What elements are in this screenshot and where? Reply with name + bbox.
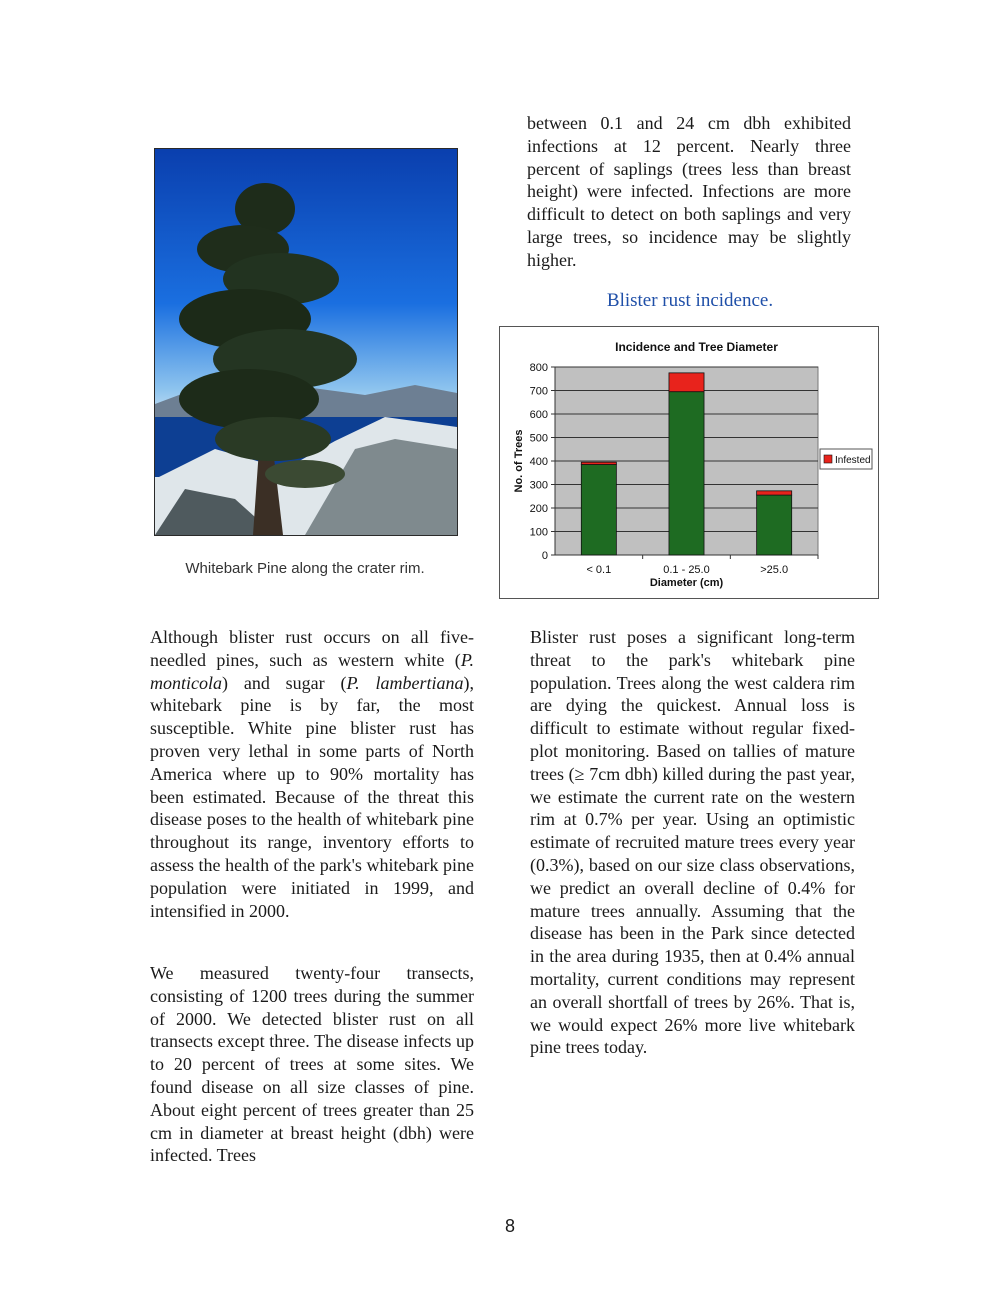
bar-infested [581,462,616,464]
chart-title: Incidence and Tree Diameter [615,340,778,354]
paragraph-threat: Blister rust poses a significant long-term threat to the park's whitebark pine population. Trees along the west caldera rim are dying the quickest. Annual loss is difficult to estimate without regular fixed-plot monitoring. Based on tallies of mature trees (≥ 7cm dbh) killed during the past year, we estimate the current rate on the western rim at 0.7% per year. Using an optimistic estimate of recruited mature trees every year (0.3%), based on our size class observations, we predict an overall decline of 0.4% for mature trees annually. Assuming that the disease has been in the Park since detected in the area during 1935, then at 0.4% annual mortality, current conditions may represent an overall shortfall of trees by 26%. That is, we would expect 26% more live whitebark pine trees today. [530,627,855,1058]
y-tick-label: 600 [529,409,548,421]
y-tick-label: 300 [529,479,548,492]
bar-total [757,495,792,555]
para-text: Although blister rust occurs on all five-needled pines, such as western white ( [150,627,474,670]
y-tick-label: 700 [529,385,548,398]
species-lambertiana: P. lambertiana [346,672,464,693]
pine-tree-illustration [155,149,457,535]
paragraph-transects: We measured twenty-four transects, consisting of 1200 trees during the summer of 2000. We detected blister rust on all transects except three. The disease infects up to 20 percent of trees at some sites. We found disease on all size classes of pine. About eight percent of trees greater than 25 cm in diameter at breast height (dbh) were infected. Trees [150,963,474,1166]
para-text: ), whitebark pine is by far, the most susceptible. White pine blister rust has proven very lethal in some parts of North America where up to 90% mortality has been estimated. Because of the threat this disease poses to the health of whitebark pine throughout its range, inventory efforts to assess the health of the park's whitebark pine population were initiated in 1999, and intensified in 2000. [150,672,475,921]
x-axis-label: Diameter (cm) [649,577,724,589]
bar-infested [669,373,704,392]
y-tick-label: 400 [529,456,548,468]
x-tick-label: 0.1 - 25.0 [663,564,710,576]
para-text: ) and sugar ( [222,672,347,693]
incidence-chart [499,326,879,599]
legend-swatch [824,455,832,463]
y-tick-label: 0 [541,550,548,562]
bar-total [581,465,616,555]
chart-svg [500,327,878,598]
paragraph-infection-rates: between 0.1 and 24 cm dbh exhibited infections at 12 percent. Nearly three percent of saplings (trees less than breast height) were infected. Infections are more difficult to detect on both saplings and very large trees, so incidence may be slightly higher. [527,113,851,270]
x-tick-label: >25.0 [760,564,789,576]
y-tick-label: 500 [529,432,548,445]
bar-infested [757,491,792,495]
x-tick-label: < 0.1 [586,564,612,576]
bar-total [669,392,704,555]
species-monticola: P. monticola [150,649,474,693]
y-axis-label: No. of Trees [513,429,525,493]
page-number: 8 [504,1216,515,1236]
y-tick-label: 200 [529,503,548,515]
chart-caption: Blister rust incidence. [606,290,774,311]
y-tick-label: 100 [529,526,548,539]
photo-caption: Whitebark Pine along the crater rim. [185,560,425,577]
whitebark-pine-photo [154,148,458,536]
legend-label: Infested [835,455,871,466]
paragraph-susceptibility [150,626,474,922]
y-tick-label: 800 [529,362,548,374]
